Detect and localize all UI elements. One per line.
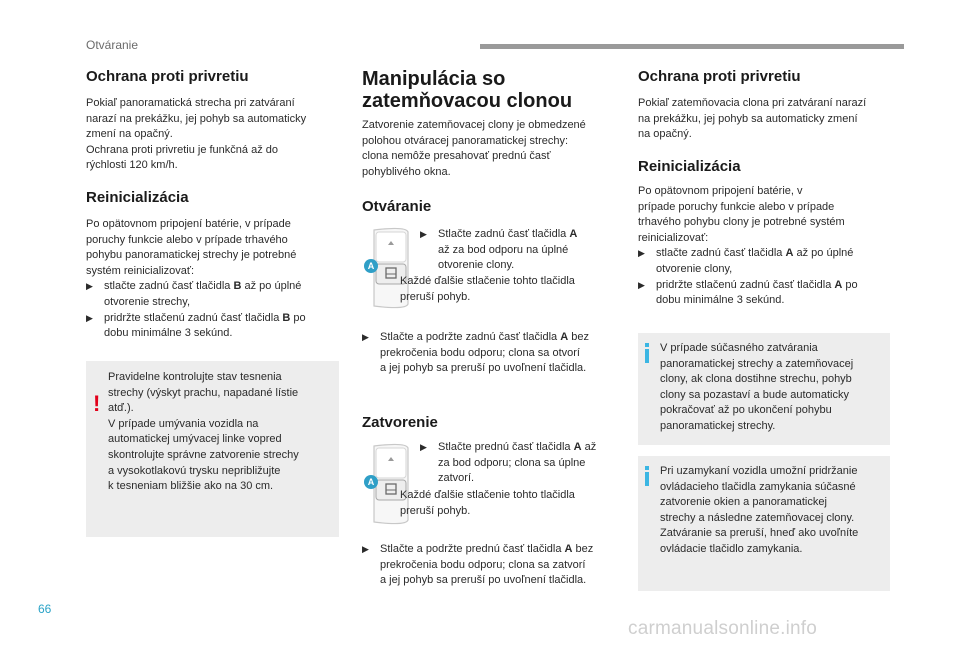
- close-interrupt-note: Každé ďalšie stlačenie tohto tlačidla preruší pohyb.: [400, 489, 575, 517]
- close-full-instruction: ▶ Stlačte prednú časť tlačidla A až za bod odporu; clona sa úplne zatvorí.: [420, 441, 597, 485]
- info-text: V prípade súčasného zatvárania panoramatickej strechy a zatemňovacej clony, ak clona dostihne strechu, pohyb clony sa pozastaví a bude automaticky pokračovať až po ukončení pohybu panoramatickej strechy.: [660, 342, 854, 432]
- bullet-icon: ▶: [638, 279, 645, 290]
- open-full-instruction: ▶ Stlačte zadnú časť tlačidla A až za bod odporu na úplné otvorenie clony.: [420, 228, 578, 272]
- bullet-icon: ▶: [420, 229, 427, 239]
- paragraph-reinit-roof: Po opätovnom pripojení batérie, v prípade poruchy funkcie alebo v prípade trhavého pohybu panoramatickej strechy je potrebné systém reinicializovať: ▶ stlačte zadnú časť tlačidla B až po úplné otvorenie strechy, ▶ pridržte stlačenú zadnú časť tlačidla B po dobu minimálne 3 sekúnd.: [86, 217, 346, 342]
- open-interrupt-note: Každé ďalšie stlačenie tohto tlačidla preruší pohyb.: [400, 275, 575, 303]
- heading-protection-roof: Ochrana proti privretiu: [86, 68, 249, 85]
- bullet-icon: ▶: [362, 332, 369, 342]
- close-hold-instruction: ▶ Stlačte a podržte prednú časť tlačidla A bez prekročenia bodu odporu; clona sa zatvorí a jej pohyb sa preruší po uvoľnení tlačidla.: [362, 543, 594, 587]
- bullet-icon: ▶: [86, 312, 93, 323]
- callout-a-badge: A: [364, 475, 378, 489]
- heading-open: Otváranie: [362, 198, 432, 215]
- open-hold-instruction: ▶ Stlačte a podržte zadnú časť tlačidla A bez prekročenia bodu odporu; clona sa otvorí a jej pohyb sa preruší po uvoľnení tlačidla.: [362, 331, 589, 375]
- warning-icon: !: [93, 391, 101, 416]
- bullet-icon: ▶: [638, 248, 645, 259]
- heading-protection-blind: Ochrana proti privretiu: [638, 68, 801, 85]
- page-title: Manipulácia so zatemňovacou clonou: [362, 68, 573, 112]
- list-item: ▶ pridržte stlačenú zadnú časť tlačidla A po dobu minimálne 3 sekúnd.: [638, 278, 858, 307]
- heading-reinit-roof: Reinicializácia: [86, 189, 189, 206]
- info-icon: [645, 466, 649, 470]
- bullet-icon: ▶: [420, 442, 427, 452]
- info-icon: [645, 343, 649, 347]
- bullet-icon: ▶: [362, 544, 369, 554]
- bullet-icon: ▶: [86, 281, 93, 292]
- heading-close: Zatvorenie: [362, 414, 438, 431]
- section-title: Otváranie: [86, 38, 139, 52]
- paragraph-intro: Zatvorenie zatemňovacej clony je obmedzené polohou otváracej panoramatickej strechy: clona nemôže presahovať prednú časť pohyblivého okna.: [362, 119, 586, 178]
- heading-reinit-blind: Reinicializácia: [638, 158, 741, 175]
- header-bar: [480, 44, 904, 49]
- watermark: carmanualsonline.info: [628, 618, 818, 639]
- callout-a-badge: A: [364, 259, 378, 273]
- paragraph-reinit-blind: Po opätovnom pripojení batérie, v prípade poruchy funkcie alebo v prípade trhavého pohybu clony je potrebné systém reinicializovať: ▶ stlačte zadnú časť tlačidla A až po úplné otvorenie clony, ▶ pridržte stlačenú zadnú časť tlačidla A po dobu minimálne 3 sekúnd.: [638, 184, 900, 309]
- page-number: 66: [38, 602, 52, 616]
- paragraph-protection-blind: Pokiaľ zatemňovacia clona pri zatváraní narazí na prekážku, jej pohyb sa automaticky zmení na opačný.: [638, 97, 867, 141]
- paragraph-protection-roof: Pokiaľ panoramatická strecha pri zatváraní narazí na prekážku, jej pohyb sa automaticky zmení na opačný. Ochrana proti privretiu je funkčná až do rýchlosti 120 km/h.: [86, 97, 307, 172]
- list-item: ▶ pridržte stlačenú zadnú časť tlačidla B po dobu minimálne 3 sekúnd.: [86, 311, 306, 340]
- list-item: ▶ stlačte zadnú časť tlačidla B až po úplné otvorenie strechy,: [86, 280, 302, 308]
- warning-text: Pravidelne kontrolujte stav tesnenia strechy (výskyt prachu, napadané lístie atď.). V prípade umývania vozidla na automatickej umývacej linke vopred skontrolujte správne zatvorenie strechy a vysokotlakovú trysku nepribližujte k tesneniam bližšie ako na 30 cm.: [108, 371, 299, 493]
- list-item: ▶ stlačte zadnú časť tlačidla A až po úplné otvorenie clony,: [638, 247, 854, 275]
- info-text: Pri uzamykaní vozidla umožní pridržanie ovládacieho tlačidla zamykania súčasné zatvorenie okien a panoramatickej strechy a následne zatemňovacej clony. Zatváranie sa preruší, hneď ako uvoľníte ovládacie tlačidlo zamykania.: [660, 465, 859, 555]
